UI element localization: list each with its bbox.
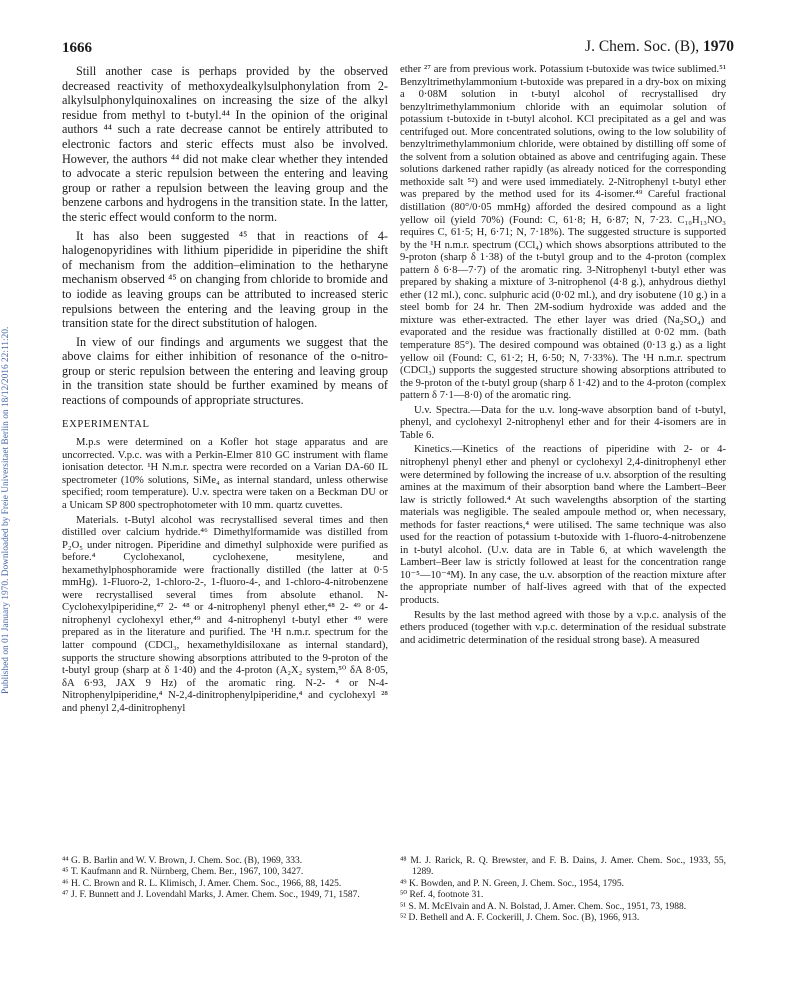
download-side-note[interactable]: Published on 01 January 1970. Downloaded by Freie Universitaet Berlin on 18/12/2016 22:11:20. xyxy=(1,326,11,694)
materials-paragraph: Materials. t-Butyl alcohol was recrystallised several times and then distilled over calcium hydride.⁴⁶ Dimethylformamide was distilled from P₂O₅ under nitrogen. Piperidine and dimethyl sulphoxide were purified as before.⁴ Cyclohexanol, cyclohexene, mesitylene, and hexamethylphosphoramide were fractionally distilled (the latter at 0·5 mmHg). 1-Fluoro-2, 1-chloro-2-, 1-fluoro-4-, and 1-chloro-4-nitrobenzene were recrystallised several times from absolute ethanol. N-Cyclohexylpiperidine,⁴⁷ 2- ⁴⁸ or 4-nitrophenyl phenyl ether,⁴⁸ 2- ⁴⁹ or 4-nitrophenyl cyclohexyl ether,⁴⁹ and 4-nitrophenyl t-butyl ether ⁴⁹ were prepared as in the literature and purified. The ¹H n.m.r. spectrum for the latter compound (CDCl₃, hexamethyldisiloxane as internal standard), supports the structure showing absorptions attributed to the 9-proton of the t-butyl group (sharp at δ 1·40) and the 4-proton (A₂X₂ system,⁵⁰ δA 8·05, δA 6·93, JAX 9 Hz) of the aromatic ring. N-2- ⁴ or N-4-Nitrophenylpiperidine,⁴ N-2,4-dinitrophenylpiperidine,⁴ and cyclohexyl ²⁸ and phenyl 2,4-dinitrophenyl xyxy=(62,514,388,714)
reference: ⁴⁵ T. Kaufmann and R. Nürnberg, Chem. Ber., 1967, 100, 3427. xyxy=(62,867,304,878)
reference: ⁴⁷ J. F. Bunnett and J. Lovendahl Marks, J. Amer. Chem. Soc., 1949, 71, 1587. xyxy=(62,890,360,901)
section-title: EXPERIMENTAL xyxy=(62,418,150,430)
reference: ⁵² D. Bethell and A. F. Cockerill, J. Chem. Soc. (B), 1966, 913. xyxy=(400,913,640,924)
body-paragraph: It has also been suggested ⁴⁵ that in reactions of 4-halogenopyridines with lithium piperidide in piperidine the shift of mechanism from the addition–elimination to the hetharyne mechanism observed ⁴⁵ on changing from chloride to bromide and to iodide as leaving groups can be attributed to increased steric repulsions between the entering and the leaving group in the transition state for the direct substitution of halogen. xyxy=(62,228,388,331)
reference: ⁴⁴ G. B. Barlin and W. V. Brown, J. Chem. Soc. (B), 1969, 333. xyxy=(62,856,303,866)
body-paragraph: ether ²⁷ are from previous work. Potassium t-butoxide was twice sublimed.⁵¹ Benzyltrimethylammonium t-butoxide was prepared in a dry-box on mixing a 0·08M solution in t-butyl alcohol of recrystallised dry benzyltrimethylammonium chloride with an equimolar solution of potassium t-butoxide in t-butyl alcohol. KCl precipitated as a gel and was centrifuged out. More concentrated solutions, owing to the low solubility of benzyltrimethylammonium chloride, were obtained by distilling off some of the solvent from a solution obtained as above and centrifuging again. These solutions darkened rather rapidly (as already noticed for the corresponding methoxide salt ⁵²) and were used immediately. 2-Nitrophenyl t-butyl ether was prepared by the method used for its 4-isomer.⁴⁹ Careful fractional distillation (80°/0·05 mmHg) afforded the desired compound as a light yellow oil (yield 70%) (Found: C, 61·8; H, 6·87; N, 7·23. C₁₀H₁₃NO₃ requires C, 61·5; H, 6·71; N, 7·18%). The suggested structure is supported by the ¹H n.m.r. spectrum (CCl₄) which shows absorptions attributed to the 9-proton (sharp δ 1·38) of the t-butyl group and to the 4-proton (complex pattern δ 6·8—7·7) of the aromatic ring. 3-Nitrophenyl t-butyl ether was prepared by shaking a mixture of 3-nitrophenol (4·8 g.), anhydrous diethyl ether (12 ml.), conc. sulphuric acid (0·02 ml.), and dry isobutene (10 g.) in a steel bomb for 24 hr. Then 2M-sodium hydroxide was added and the mixture was ether-extracted. The ether layer was dried (Na₂SO₄) and evaporated and the residue was fractionally distilled at 0·02 mm. (bath temperature 85°). The desired compound was obtained (0·13 g.) as a light yellow oil (Found: C, 61·2; H, 6·50; N, 7·33%). The ¹H n.m.r. spectrum (CDCl₃) supports the suggested structure showing absorptions attributed to the 9-proton of the t-butyl group (sharp δ 1·42) and to the 4-proton (complex pattern δ 7·1—8·0) of the aromatic ring. xyxy=(400,64,726,402)
left-column xyxy=(62,64,388,717)
kinetics-paragraph: Kinetics.—Kinetics of the reactions of piperidine with 2- or 4-nitrophenyl phenyl ether and phenyl or cyclohexyl 2,4-dinitrophenyl ether were determined by following the increase of u.v. absorption of the resulting amines at the maximum of their absorption band where the Lambert–Beer law is strictly followed.⁴ At such wavelengths absorption of the starting materials was negligible. The sealed ampoule method or, when necessary, methods for faster reactions,⁴ were utilised. The same technique was also used for the reaction of potassium t-butoxide with 1-fluoro-4-nitrobenzene in t-butyl alcohol. (U.v. data are in Table 6, at which wavelength the Lambert–Beer law is strictly followed at least for the concentration range 10⁻⁵—10⁻⁴M). In any case, the u.v. absorption of the reaction mixture after the appropriate number of half-lives agreed with that of the expected products. xyxy=(400,444,726,606)
journal-name: J. Chem. Soc. (B), xyxy=(585,38,700,55)
experimental-paragraph: M.p.s were determined on a Kofler hot stage apparatus and are uncorrected. V.p.c. was with a Perkin-Elmer 810 GC instrument with flame ionisation detector. ¹H N.m.r. spectra were recorded on a Varian DA-60 IL spectrometer (10% solutions, SiMe₄ as internal standard, unless otherwise specified; room temperature). U.v. spectra were taken on a Beckman DU or a Unicam SP 800 spectrophotometer with 10 mm. quartz cuvettes. xyxy=(62,437,388,511)
reference: ⁴⁸ M. J. Rarick, R. Q. Brewster, and F. B. Dains, J. Amer. Chem. Soc., 1933, 55, 1289. xyxy=(400,856,726,878)
uv-spectra-paragraph: U.v. Spectra.—Data for the u.v. long-wave absorption band of t-butyl, phenyl, and cyclohexyl 2-nitrophenyl ether and for their 4-isomers are in Table 6. xyxy=(400,404,726,441)
body-paragraph: Still another case is perhaps provided by the observed decreased reactivity of methoxydealkylsulphonylation from 2-alkylsulphonylquinoxalines on increasing the size of the alkyl residue from methyl to t-butyl.⁴⁴ In the opinion of the original authors ⁴⁴ such a rate decrease cannot be entirely attributed to electronic factors and steric effects must also be involved. However, the authors ⁴⁴ did not make clear whether they intended to advocate a steric repulsion between the entering and leaving group or rather a repulsion between the leaving group and the benzene carbons and hydrogens in the transition state. In the latter, the steric effect would conform to the norm. xyxy=(62,64,388,224)
body-paragraph: In view of our findings and arguments we suggest that the above claims for either inhibition of resonance of the o-nitro-group or steric repulsion between the entering and leaving group in the transition state should be further examined by means of reactions of compounds of appropriate structures. xyxy=(62,334,388,408)
journal-header xyxy=(585,38,734,56)
reference: ⁵⁰ Ref. 4, footnote 31. xyxy=(400,890,484,901)
reference: ⁴⁹ K. Bowden, and P. N. Green, J. Chem. Soc., 1954, 1795. xyxy=(400,878,625,889)
references-right xyxy=(400,856,726,924)
journal-year: 1970 xyxy=(703,38,734,55)
page-number: 1666 xyxy=(62,40,92,56)
references-left xyxy=(62,856,388,902)
reference: ⁵¹ S. M. McElvain and A. N. Bolstad, J. Amer. Chem. Soc., 1951, 73, 1988. xyxy=(400,901,687,912)
reference: ⁴⁶ H. C. Brown and R. L. Klimisch, J. Amer. Chem. Soc., 1966, 88, 1425. xyxy=(62,878,342,889)
right-column xyxy=(400,64,726,649)
results-paragraph: Results by the last method agreed with those by a v.p.c. analysis of the ethers produced (together with v.p.c. determination of the residual substrate and acidimetric determination of the residual strong base). A measured xyxy=(400,609,726,646)
